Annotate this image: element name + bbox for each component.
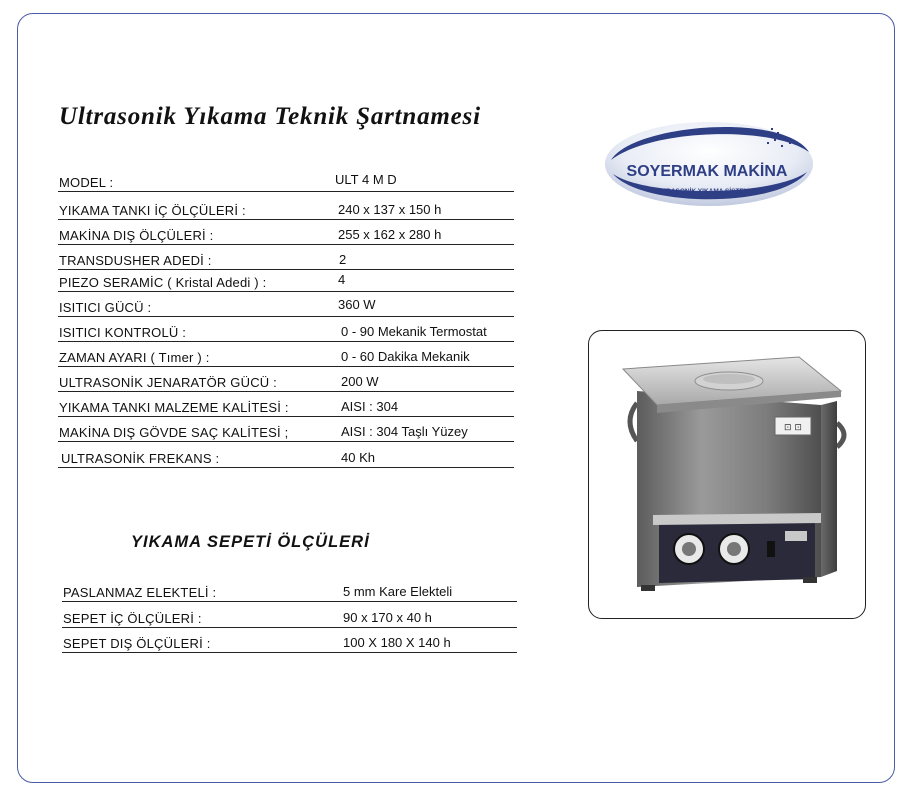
- spec-label: ULTRASONİK JENARATÖR GÜCÜ :: [59, 375, 277, 390]
- product-photo: [588, 330, 866, 619]
- spec-row: [58, 245, 514, 270]
- spec-row: [58, 172, 514, 192]
- document-title: Ultrasonik Yıkama Teknik Şartnamesi: [59, 103, 481, 130]
- spec-row: [58, 442, 514, 468]
- spec-row: [58, 342, 514, 367]
- basket-label: SEPET DIŞ ÖLÇÜLERİ :: [63, 636, 211, 651]
- spec-label: MODEL :: [59, 175, 114, 190]
- spec-row: [58, 220, 514, 245]
- spec-label: MAKİNA DIŞ ÖLÇÜLERİ :: [59, 228, 214, 243]
- spec-row: [58, 367, 514, 392]
- basket-row: [62, 602, 517, 628]
- spec-label: ULTRASONİK FREKANS :: [61, 451, 220, 466]
- spec-label: YIKAMA TANKI İÇ ÖLÇÜLERİ :: [59, 203, 246, 218]
- spec-value: 0 - 60 Dakika Mekanik: [341, 349, 470, 364]
- spec-label: MAKİNA DIŞ GÖVDE SAÇ KALİTESİ ;: [59, 425, 289, 440]
- spec-value: 0 - 90 Mekanik Termostat: [341, 324, 487, 339]
- spec-table: [58, 172, 514, 468]
- company-logo: [603, 112, 816, 210]
- spec-value: 360 W: [338, 297, 376, 312]
- spec-row: [58, 292, 514, 317]
- basket-label: SEPET İÇ ÖLÇÜLERİ :: [63, 611, 202, 626]
- basket-row: [62, 628, 517, 653]
- spec-label: ZAMAN AYARI ( Tımer ) :: [59, 350, 210, 365]
- basket-section-title: YIKAMA SEPETİ ÖLÇÜLERİ: [131, 533, 370, 551]
- spec-row: [58, 192, 514, 220]
- basket-row: [62, 583, 517, 602]
- spec-label: ISITICI KONTROLÜ :: [59, 325, 187, 340]
- ultrasonic-cleaner-image: [589, 331, 866, 619]
- spec-row: [58, 392, 514, 417]
- spec-label: TRANSDUSHER ADEDİ :: [59, 253, 212, 268]
- spec-value: AISI : 304 Taşlı Yüzey: [341, 424, 468, 439]
- spec-label: PIEZO SERAMİC ( Kristal Adedi ) :: [59, 275, 267, 290]
- spec-row: [58, 317, 514, 342]
- basket-value: 100 X 180 X 140 h: [343, 635, 451, 650]
- spec-value: 200 W: [341, 374, 379, 389]
- spec-label: ISITICI GÜCÜ :: [59, 300, 152, 315]
- logo-brand-text: SOYERMAK MAKİNA: [626, 163, 788, 180]
- spec-value: 4: [338, 272, 346, 287]
- logo-emblem: [603, 112, 816, 210]
- spec-value: 2: [339, 252, 347, 267]
- spec-value: 240 x 137 x 150 h: [338, 202, 442, 217]
- spec-value: 255 x 162 x 280 h: [338, 227, 442, 242]
- spec-row: [58, 270, 514, 292]
- spec-label: YIKAMA TANKI MALZEME KALİTESİ :: [59, 400, 289, 415]
- spec-value: AISI : 304: [341, 399, 399, 414]
- logo-tagline-text: ULTRASONİK YIKAMA SİSTEMLERİ: [653, 188, 765, 195]
- basket-label: PASLANMAZ ELEKTELİ :: [63, 585, 217, 600]
- basket-value: 5 mm Kare Elekteli: [343, 584, 453, 599]
- spec-row: [58, 417, 514, 442]
- spec-value: ULT 4 M D: [335, 172, 397, 187]
- spec-value: 40 Kh: [341, 450, 375, 465]
- basket-value: 90 x 170 x 40 h: [343, 610, 432, 625]
- svg-text:⊡ ⊡: ⊡ ⊡: [784, 423, 802, 433]
- basket-table: [62, 583, 517, 653]
